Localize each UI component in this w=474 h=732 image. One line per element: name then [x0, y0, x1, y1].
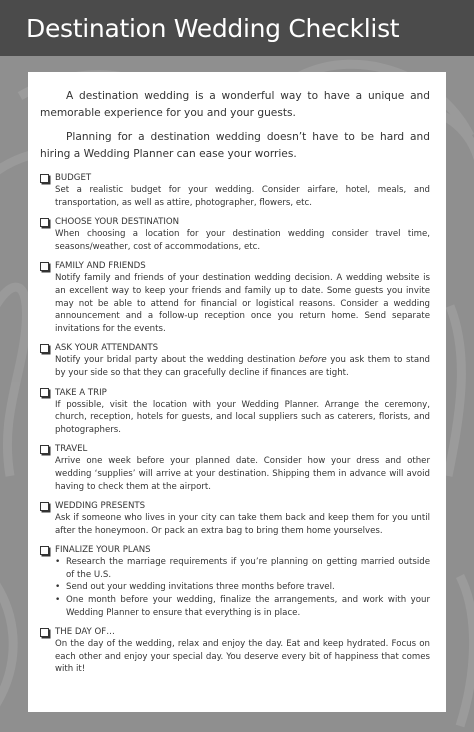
item-body: On the day of the wedding, relax and enjoy the day. Eat and keep hydrated. Focus on each other and enjoy your special day. You deserve every bit of happiness that comes with it!: [55, 639, 430, 675]
checklist-item-family-friends: [40, 260, 430, 335]
bullet-item: • Send out your wedding invitations three months before travel.: [55, 581, 430, 594]
checkbox-icon[interactable]: [40, 344, 49, 353]
checkbox-icon[interactable]: [40, 218, 49, 227]
item-heading: THE DAY OF…: [55, 627, 115, 638]
item-body-emphasis: before: [298, 355, 327, 366]
bullet-item: • Research the marriage requirements if you’re planning on getting married outside of the U.S.: [55, 556, 430, 581]
checklist-item-the-day-of: [40, 626, 430, 676]
item-heading: WEDDING PRESENTS: [55, 501, 146, 512]
item-heading: CHOOSE YOUR DESTINATION: [55, 217, 180, 228]
intro-paragraph-2: Planning for a destination wedding doesn’t have to be hard and hiring a Wedding Planner can ease your worries.: [40, 131, 430, 160]
item-heading: TAKE A TRIP: [55, 387, 107, 398]
checklist-item-take-a-trip: [40, 387, 430, 437]
checklist-item-wedding-presents: [40, 500, 430, 537]
checkbox-icon[interactable]: [40, 388, 49, 397]
item-body: Set a realistic budget for your wedding. Consider airfare, hotel, meals, and transportation, as well as attire, photographer, flowers, etc.: [55, 185, 430, 208]
checklist-item-travel: [40, 443, 430, 493]
item-body: If possible, visit the location with your Wedding Planner. Arrange the ceremony, church, reception, hotels for guests, and local suppliers such as caterers, florists, and photographers.: [55, 399, 430, 435]
item-heading: ASK YOUR ATTENDANTS: [55, 343, 159, 354]
checkbox-icon[interactable]: [40, 628, 49, 637]
intro-paragraph-1: A destination wedding is a wonderful way to have a unique and memorable experience for you and your guests.: [40, 90, 430, 119]
checklist-item-choose-destination: [40, 216, 430, 253]
title-bar: [0, 0, 474, 56]
checklist-item-ask-attendants: [40, 342, 430, 379]
checklist-item-budget: [40, 172, 430, 209]
item-body: Arrive one week before your planned date. Consider how your dress and other wedding ‘supplies’ will arrive at your destination. Shipping them in advance will avoid having to check them at the airport.: [55, 456, 430, 492]
item-heading: FINALIZE YOUR PLANS: [55, 545, 151, 556]
page-title: Destination Wedding Checklist: [26, 14, 400, 43]
bullet-list: [40, 556, 430, 619]
item-body: [55, 354, 430, 379]
bullet-item: • One month before your wedding, finalize the arrangements, and work with your Wedding Planner to ensure that everything is in place.: [55, 594, 430, 619]
checklist-item-finalize-plans: [40, 544, 430, 619]
checklist-card: [28, 72, 446, 712]
item-heading: FAMILY AND FRIENDS: [55, 261, 146, 272]
item-body-text: Notify your bridal party about the wedding destination: [55, 355, 299, 366]
checkbox-icon[interactable]: [40, 262, 49, 271]
checkbox-icon[interactable]: [40, 445, 49, 454]
checkbox-icon[interactable]: [40, 502, 49, 511]
checkbox-icon[interactable]: [40, 174, 49, 183]
item-body: When choosing a location for your destination wedding consider travel time, seasons/weather, cost of accommodations, etc.: [55, 229, 430, 252]
item-heading: TRAVEL: [55, 444, 88, 455]
item-body: Notify family and friends of your destination wedding decision. A wedding website is an excellent way to keep your friends and family up to date. Some guests you invite may not be able to attend for financial or logistical reasons. Consider a wedding announcement and a follow-up reception once you return home. Send separate invitations for the events.: [55, 273, 430, 334]
item-heading: BUDGET: [55, 173, 92, 183]
checkbox-icon[interactable]: [40, 546, 49, 555]
item-body-text: you ask them to stand by your side so that they can gracefully decline if finances are tight.: [55, 355, 430, 378]
item-body: Ask if someone who lives in your city can take them back and keep them for you until after the honeymoon. Or pack an extra bag to bring them home yourselves.: [55, 513, 430, 536]
